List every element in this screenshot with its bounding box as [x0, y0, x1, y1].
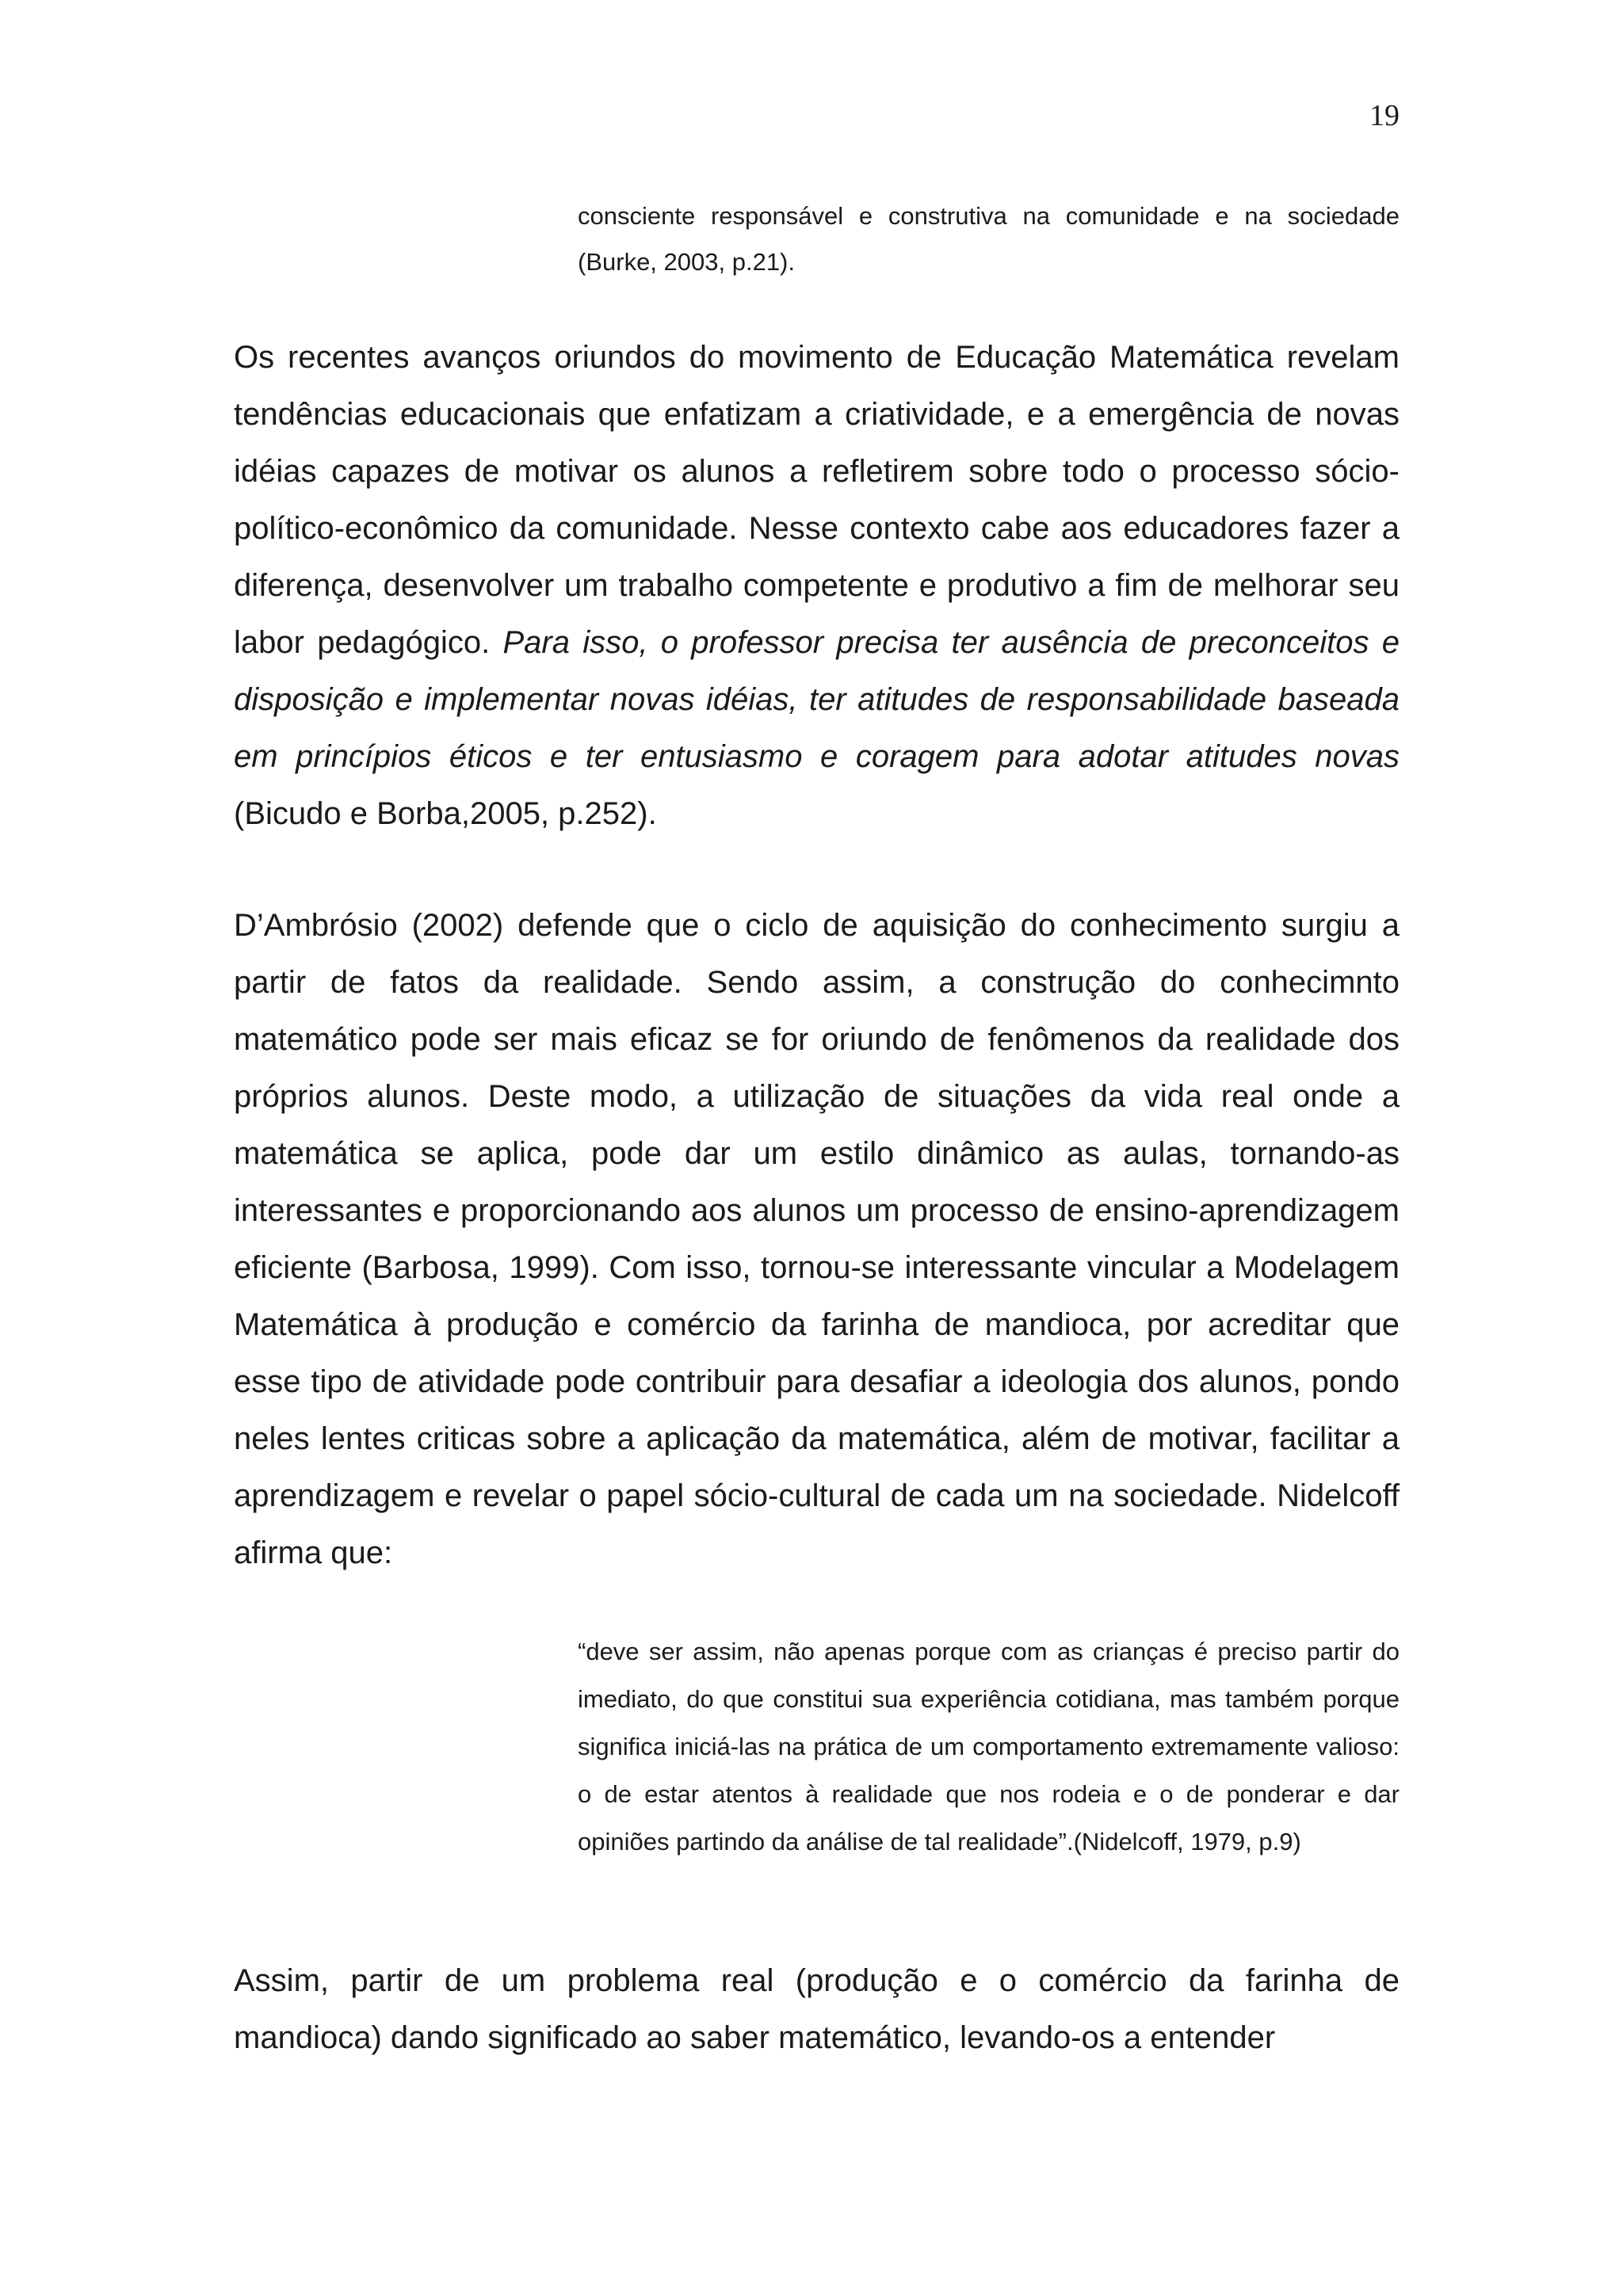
- block-quote-nidelcoff: “deve ser assim, não apenas porque com as crianças é preciso partir do imediato, do que constitui sua experiência cotidiana, mas também porque significa iniciá-las na prática de um comportamento extremamente valioso: o de estar atentos à realidade que nos rodeia e o de ponderar e dar opiniões partindo da análise de tal realidade”.(Nidelcoff, 1979, p.9): [578, 1638, 1400, 1855]
- block-quote-burke: consciente responsável e construtiva na comunidade e na sociedade (Burke, 2003, p.21).: [578, 202, 1400, 276]
- paragraph-1-italic-quote: Para isso, o professor precisa ter ausência de preconceitos e disposição e implementar novas idéias, ter atitudes de responsabilidade baseada em princípios éticos e ter entusiasmo e coragem para adotar atitudes novas: [234, 625, 1400, 774]
- page-number: 19: [1369, 99, 1400, 132]
- paragraph-1-citation: (Bicudo e Borba,2005, p.252).: [234, 796, 657, 831]
- paragraph-1-text: Os recentes avanços oriundos do movimento de Educação Matemática revelam tendências educacionais que enfatizam a criatividade, e a emergência de novas idéias capazes de motivar os alunos a refletirem sobre todo o processo sócio-político-econômico da comunidade. Nesse contexto cabe aos educadores fazer a diferença, desenvolver um trabalho competente e produtivo a fim de melhorar seu labor pedagógico.: [234, 340, 1400, 660]
- paragraph-educacao-matematica: [234, 329, 1400, 842]
- paragraph-dambrosio: D’Ambrósio (2002) defende que o ciclo de aquisição do conhecimento surgiu a partir de fatos da realidade. Sendo assim, a construção do conhecimnto matemático pode ser mais eficaz se for oriundo de fenômenos da realidade dos próprios alunos. Deste modo, a utilização de situações da vida real onde a matemática se aplica, pode dar um estilo dinâmico as aulas, tornando-as interessantes e proporcionando aos alunos um processo de ensino-aprendizagem eficiente (Barbosa, 1999). Com isso, tornou-se interessante vincular a Modelagem Matemática à produção e comércio da farinha de mandioca, por acreditar que esse tipo de atividade pode contribuir para desafiar a ideologia dos alunos, pondo neles lentes criticas sobre a aplicação da matemática, além de motivar, facilitar a aprendizagem e revelar o papel sócio-cultural de cada um na sociedade. Nidelcoff afirma que:: [234, 908, 1400, 1570]
- paragraph-assim: Assim, partir de um problema real (produção e o comércio da farinha de mandioca) dando significado ao saber matemático, levando-os a entender: [234, 1963, 1400, 2055]
